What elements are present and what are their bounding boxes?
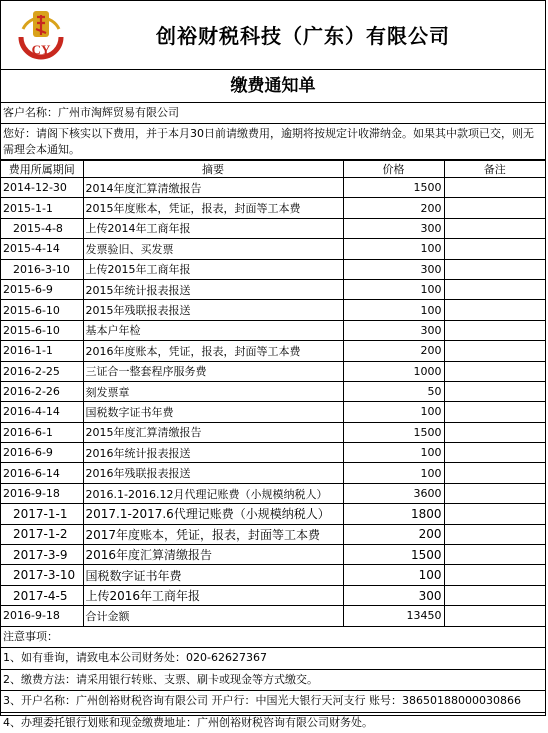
row-summary: 2016年度账本，凭证，报表，封面等工本费: [83, 341, 343, 361]
row-summary: 2015年度汇算清缴报告: [83, 422, 343, 442]
row-period: 2016-4-14: [1, 402, 83, 422]
row-summary: 合计金额: [83, 606, 343, 626]
row-summary: 发票验旧、买发票: [83, 239, 343, 259]
row-period: 2015-6-10: [1, 320, 83, 340]
row-summary: 2015年度账本，凭证，报表，封面等工本费: [83, 198, 343, 218]
row-price: 300: [343, 218, 444, 238]
row-summary: 2017年度账本，凭证，报表，封面等工本费: [83, 524, 343, 544]
row-remark: [444, 402, 545, 422]
fee-table: [1, 160, 545, 627]
row-price: 200: [343, 341, 444, 361]
row-remark: [444, 565, 545, 585]
row-remark: [444, 239, 545, 259]
header-summary: 摘要: [83, 161, 343, 178]
notes-section: [1, 627, 545, 733]
row-price: 100: [343, 463, 444, 483]
row-price: 200: [343, 198, 444, 218]
row-price: 1000: [343, 361, 444, 381]
row-remark: [444, 341, 545, 361]
row-period: 2017-1-2: [1, 524, 83, 544]
row-remark: [444, 300, 545, 320]
row-remark: [444, 524, 545, 544]
row-period: 2016-9-18: [1, 606, 83, 626]
table-row: [1, 402, 545, 422]
row-remark: [444, 422, 545, 442]
table-row: [1, 483, 545, 503]
row-period: 2017-3-10: [1, 565, 83, 585]
company-name: 创裕财税科技（广东）有限公司: [156, 24, 450, 48]
document-title: 缴费通知单: [1, 70, 545, 103]
row-period: 2016-1-1: [1, 341, 83, 361]
row-period: 2016-9-18: [1, 483, 83, 503]
note-item: 3、开户名称：广州创裕财税咨询有限公司 开户行：中国光大银行天河支行 账号：38650188000030866: [1, 691, 545, 713]
customer-name: 客户名称：广州市淘辉贸易有限公司: [1, 103, 545, 124]
row-price: 100: [343, 239, 444, 259]
table-row: [1, 341, 545, 361]
table-row: [1, 606, 545, 626]
row-summary: 国税数字证书年费: [83, 565, 343, 585]
row-price: 1800: [343, 504, 444, 524]
row-price: 200: [343, 524, 444, 544]
row-period: 2014-12-30: [1, 178, 83, 198]
notes-heading: 注意事项：: [1, 627, 545, 649]
header-remark: 备注: [444, 161, 545, 178]
row-period: 2015-4-8: [1, 218, 83, 238]
row-summary: 国税数字证书年费: [83, 402, 343, 422]
note-item: 1、如有垂询，请致电本公司财务处：020-62627367: [1, 648, 545, 670]
table-row: [1, 545, 545, 565]
document-header: [1, 1, 545, 70]
header-period: 费用所属期间: [1, 161, 83, 178]
table-row: [1, 361, 545, 381]
table-row: [1, 218, 545, 238]
row-price: 100: [343, 279, 444, 299]
table-row: [1, 565, 545, 585]
row-summary: 2017.1-2017.6代理记账费（小规模纳税人）: [83, 504, 343, 524]
table-row: [1, 463, 545, 483]
row-price: 1500: [343, 178, 444, 198]
row-period: 2017-1-1: [1, 504, 83, 524]
row-remark: [444, 259, 545, 279]
table-row: [1, 422, 545, 442]
table-row: [1, 443, 545, 463]
logo-text: CY: [31, 42, 51, 57]
table-row: [1, 279, 545, 299]
row-price: 1500: [343, 545, 444, 565]
row-remark: [444, 320, 545, 340]
row-remark: [444, 606, 545, 626]
row-summary: 刻发票章: [83, 381, 343, 401]
table-row: [1, 239, 545, 259]
row-period: 2015-1-1: [1, 198, 83, 218]
row-remark: [444, 279, 545, 299]
table-row: [1, 524, 545, 544]
row-period: 2016-6-9: [1, 443, 83, 463]
row-price: 300: [343, 320, 444, 340]
row-price: 300: [343, 259, 444, 279]
header-price: 价格: [343, 161, 444, 178]
row-summary: 三证合一整套程序服务费: [83, 361, 343, 381]
table-header-row: [1, 161, 545, 178]
row-price: 300: [343, 585, 444, 605]
table-row: [1, 178, 545, 198]
row-period: 2015-6-9: [1, 279, 83, 299]
row-period: 2016-2-25: [1, 361, 83, 381]
row-remark: [444, 463, 545, 483]
row-remark: [444, 381, 545, 401]
row-remark: [444, 218, 545, 238]
row-remark: [444, 504, 545, 524]
row-summary: 上传2014年工商年报: [83, 218, 343, 238]
row-price: 3600: [343, 483, 444, 503]
note-item: 4、办理委托银行划账和现金缴费地址：广州创裕财税咨询有限公司财务处。: [3, 715, 373, 729]
row-period: 2016-6-1: [1, 422, 83, 442]
row-summary: 2016年统计报表报送: [83, 443, 343, 463]
table-row: [1, 320, 545, 340]
table-row: [1, 259, 545, 279]
row-remark: [444, 483, 545, 503]
row-price: 50: [343, 381, 444, 401]
row-remark: [444, 585, 545, 605]
row-period: 2015-4-14: [1, 239, 83, 259]
row-price: 100: [343, 300, 444, 320]
row-period: 2016-3-10: [1, 259, 83, 279]
row-remark: [444, 178, 545, 198]
row-summary: 2015年残联报表报送: [83, 300, 343, 320]
row-price: 100: [343, 443, 444, 463]
table-row: [1, 585, 545, 605]
row-price: 13450: [343, 606, 444, 626]
row-summary: 上传2015年工商年报: [83, 259, 343, 279]
row-period: 2017-4-5: [1, 585, 83, 605]
table-row: [1, 504, 545, 524]
row-price: 100: [343, 402, 444, 422]
row-summary: 基本户年检: [83, 320, 343, 340]
row-summary: 2015年统计报表报送: [83, 279, 343, 299]
row-price: 1500: [343, 422, 444, 442]
row-summary: 2016.1-2016.12月代理记账费（小规模纳税人）: [83, 483, 343, 503]
row-remark: [444, 198, 545, 218]
row-period: 2016-6-14: [1, 463, 83, 483]
row-summary: 2016年度汇算清缴报告: [83, 545, 343, 565]
note-item: 2、缴费方法：请采用银行转账、支票、刷卡或现金等方式缴交。: [1, 670, 545, 692]
row-remark: [444, 361, 545, 381]
table-row: [1, 381, 545, 401]
row-summary: 2014年度汇算清缴报告: [83, 178, 343, 198]
row-summary: 2016年残联报表报送: [83, 463, 343, 483]
greeting-text: 您好：请阁下核实以下费用，并于本月30日前请缴费用，逾期将按规定计收滞纳金。如果其中款项已交，则无需理会本通知。: [1, 124, 545, 160]
row-period: 2015-6-10: [1, 300, 83, 320]
row-remark: [444, 545, 545, 565]
table-row: [1, 300, 545, 320]
row-price: 100: [343, 565, 444, 585]
table-row: [1, 198, 545, 218]
row-period: 2016-2-26: [1, 381, 83, 401]
row-remark: [444, 443, 545, 463]
row-summary: 上传2016年工商年报: [83, 585, 343, 605]
row-period: 2017-3-9: [1, 545, 83, 565]
